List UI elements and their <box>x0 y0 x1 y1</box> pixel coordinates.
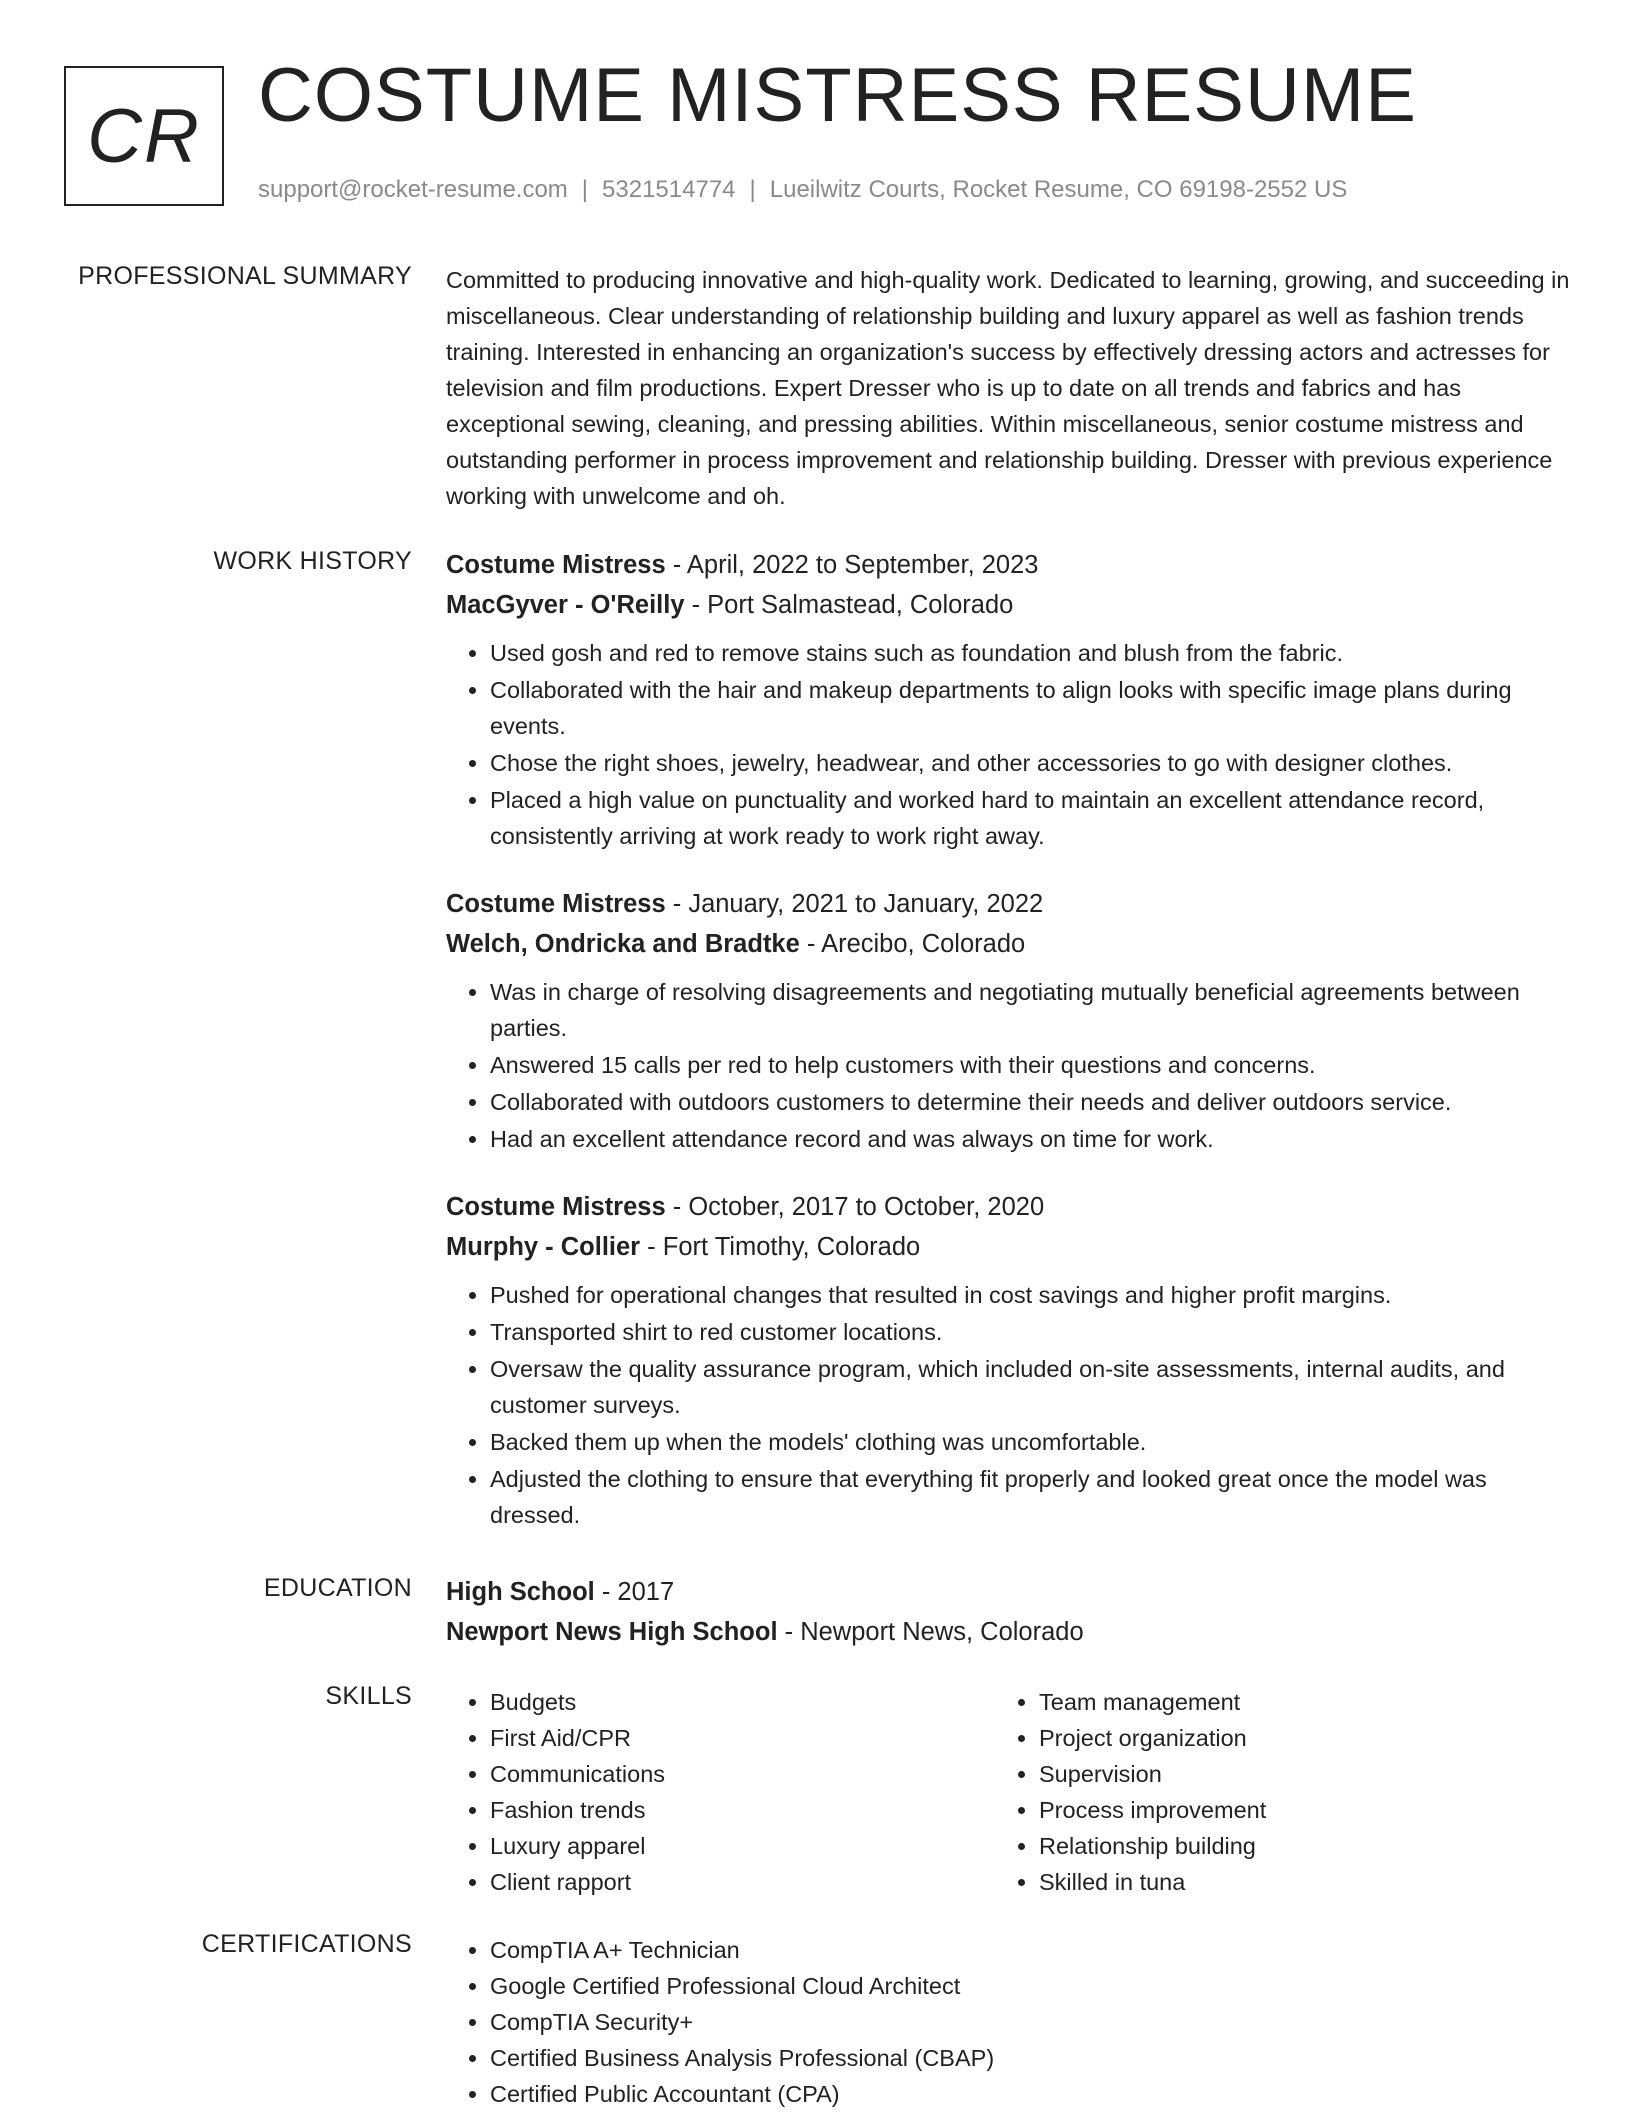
section-label-work: WORK HISTORY <box>213 547 412 575</box>
job-dates: - April, 2022 to September, 2023 <box>665 551 1039 579</box>
job-title-line <box>446 1187 1570 1227</box>
job-entry <box>446 545 1570 854</box>
section-label-skills: SKILLS <box>325 1682 412 1710</box>
certification-item: • Certified Public Accountant (CPA) <box>490 2076 1570 2112</box>
section-label-summary: PROFESSIONAL SUMMARY <box>78 262 412 290</box>
contact-email[interactable]: support@rocket-resume.com <box>258 176 568 203</box>
job-bullet: • Chose the right shoes, jewelry, headwear, and other accessories to go with designer clothes. <box>490 745 1570 781</box>
skill-list <box>446 1684 995 1900</box>
education-school: Newport News High School <box>446 1618 778 1646</box>
job-dates: - January, 2021 to January, 2022 <box>665 890 1044 918</box>
job-title: Costume Mistress <box>446 1193 666 1221</box>
contact-line <box>258 176 1347 204</box>
job-title-line <box>446 545 1570 585</box>
job-entry <box>446 884 1570 1157</box>
skill-list <box>995 1684 1544 1900</box>
job-company: MacGyver - O'Reilly <box>446 591 685 619</box>
skill-item: • Luxury apparel <box>490 1828 995 1864</box>
job-bullet: • Had an excellent attendance record and was always on time for work. <box>490 1121 1570 1157</box>
job-bullet: • Transported shirt to red customer locations. <box>490 1314 1570 1350</box>
job-bullet: • Used gosh and red to remove stains such as foundation and blush from the fabric. <box>490 635 1570 671</box>
skills-column-right <box>995 1684 1544 1900</box>
skills-column-left <box>446 1684 995 1900</box>
skill-item: • Relationship building <box>1039 1828 1544 1864</box>
contact-separator: | <box>581 176 589 203</box>
job-bullet: • Placed a high value on punctuality and worked hard to maintain an excellent attendance record, consistently arriving at work ready to work right away. <box>490 782 1570 854</box>
job-bullet: • Answered 15 calls per red to help customers with their questions and concerns. <box>490 1047 1570 1083</box>
skill-item: • Skilled in tuna <box>1039 1864 1544 1900</box>
job-bullet: • Backed them up when the models' clothing was uncomfortable. <box>490 1424 1570 1460</box>
job-location: - Fort Timothy, Colorado <box>640 1233 921 1261</box>
skill-item: • Communications <box>490 1756 995 1792</box>
skill-item: • First Aid/CPR <box>490 1720 995 1756</box>
contact-phone[interactable]: 5321514774 <box>602 176 736 203</box>
job-bullets <box>446 974 1570 1157</box>
certification-item: • Google Certified Professional Cloud Architect <box>490 1968 1570 2004</box>
section-label-certifications: CERTIFICATIONS <box>201 1930 412 1958</box>
education-degree-line <box>446 1572 1570 1612</box>
skill-item: • Fashion trends <box>490 1792 995 1828</box>
job-bullet: • Adjusted the clothing to ensure that everything fit properly and looked great once the model was dressed. <box>490 1461 1570 1533</box>
education-year: - 2017 <box>594 1578 675 1606</box>
education-location: - Newport News, Colorado <box>777 1618 1084 1646</box>
skill-item: • Project organization <box>1039 1720 1544 1756</box>
job-title: Costume Mistress <box>446 551 666 579</box>
skills-grid <box>446 1684 1570 1900</box>
job-company-line <box>446 1227 1570 1267</box>
job-company-line <box>446 924 1570 964</box>
page-title: COSTUME MISTRESS RESUME <box>258 53 1417 138</box>
job-bullet: • Oversaw the quality assurance program, which included on-site assessments, internal audits, and customer surveys. <box>490 1351 1570 1423</box>
skills-body <box>446 1684 1570 1900</box>
certification-item: • Certified Business Analysis Professional (CBAP) <box>490 2040 1570 2076</box>
job-company-line <box>446 585 1570 625</box>
monogram-logo: CR <box>64 66 224 206</box>
job-bullet: • Collaborated with outdoors customers to determine their needs and deliver outdoors service. <box>490 1084 1570 1120</box>
job-company: Murphy - Collier <box>446 1233 641 1261</box>
skill-item: • Client rapport <box>490 1864 995 1900</box>
education-school-line <box>446 1612 1570 1652</box>
contact-address: Lueilwitz Courts, Rocket Resume, CO 69198-2552 US <box>769 176 1348 203</box>
job-title-line <box>446 884 1570 924</box>
work-body <box>446 545 1570 1563</box>
section-label-education: EDUCATION <box>263 1574 412 1602</box>
certification-list <box>446 1932 1570 2112</box>
job-dates: - October, 2017 to October, 2020 <box>665 1193 1045 1221</box>
job-location: - Port Salmastead, Colorado <box>684 591 1014 619</box>
job-bullet: • Was in charge of resolving disagreements and negotiating mutually beneficial agreements between parties. <box>490 974 1570 1046</box>
job-bullet: • Collaborated with the hair and makeup departments to align looks with specific image plans during events. <box>490 672 1570 744</box>
contact-separator: | <box>749 176 756 203</box>
job-company: Welch, Ondricka and Bradtke <box>446 930 800 958</box>
summary-text: Committed to producing innovative and high-quality work. Dedicated to learning, growing, and succeeding in miscellaneous. Clear understanding of relationship building and luxury apparel as well as fashion trends training. Interested in enhancing an organization's success by effectively dressing actors and actresses for television and film productions. Expert Dresser who is up to date on all trends and fabrics and has exceptional sewing, cleaning, and pressing abilities. Within miscellaneous, senior costume mistress and outstanding performer in process improvement and relationship building. Dresser with previous experience working with unwelcome and oh. <box>446 267 1570 509</box>
summary-body <box>446 262 1570 514</box>
skill-item: • Team management <box>1039 1684 1544 1720</box>
certification-item: • CompTIA Security+ <box>490 2004 1570 2040</box>
job-bullet: • Pushed for operational changes that resulted in cost savings and higher profit margins. <box>490 1277 1570 1313</box>
job-location: - Arecibo, Colorado <box>799 930 1026 958</box>
certification-item: • CompTIA A+ Technician <box>490 1932 1570 1968</box>
certifications-body <box>446 1932 1570 2112</box>
skill-item: • Budgets <box>490 1684 995 1720</box>
skill-item: • Process improvement <box>1039 1792 1544 1828</box>
job-title: Costume Mistress <box>446 890 666 918</box>
job-bullets <box>446 635 1570 854</box>
skill-item: • Supervision <box>1039 1756 1544 1792</box>
education-body <box>446 1572 1570 1652</box>
education-degree: High School <box>446 1578 595 1606</box>
job-entry <box>446 1187 1570 1533</box>
job-bullets <box>446 1277 1570 1533</box>
